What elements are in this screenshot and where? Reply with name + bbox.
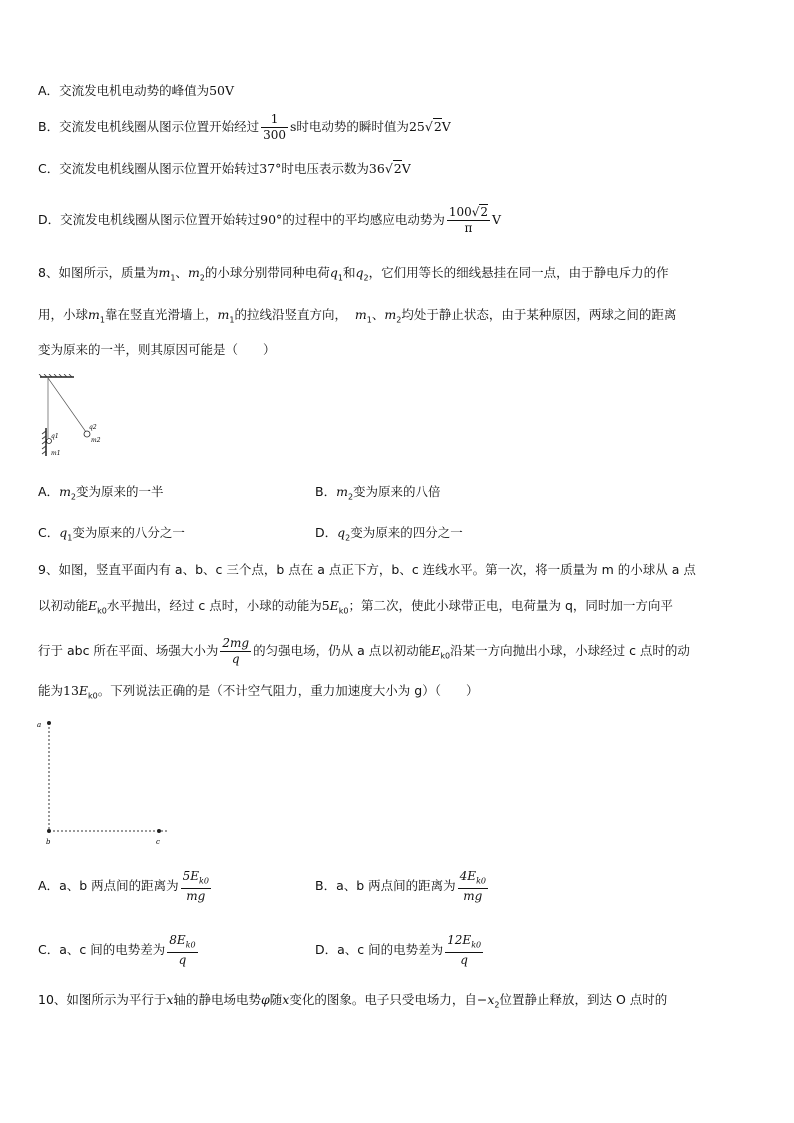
q7-option-a: A．交流发电机电动势的峰值为50V xyxy=(38,83,235,98)
label-m1: m1 xyxy=(51,450,61,457)
q7-option-d: D．交流发电机线圈从图示位置开始转过90°的过程中的平均感应电动势为 $\frac{100√2}{\pi}$ V xyxy=(38,205,502,235)
q8-option-d: D．$q_2$变为原来的四分之一 xyxy=(315,525,463,543)
q8-pendulum-figure xyxy=(38,374,113,458)
q9-option-c: C．a、c 间的电势差为 $\frac{8E_{k0}}{q}$ xyxy=(38,933,196,968)
label-q1: q1 xyxy=(51,433,59,440)
q9-line-3: 行于 abc 所在平面、场强大小为 $\frac{2mg}{q}$ 的匀强电场，仍从 a 点以初动能$E_{k0}$沿某一方向抛出小球，小球经过 c 点时的动 xyxy=(38,636,690,666)
label-m2: m2 xyxy=(91,437,101,444)
q9-line-2: 以初动能$E_{k0}$水平抛出，经过 c 点时，小球的动能为$5E_{k0}$；第二次，使此小球带正电，电荷量为 q，同时加一方向平 xyxy=(38,598,673,616)
label-c: c xyxy=(156,838,160,846)
label-a: a xyxy=(37,721,42,729)
q9-points-figure xyxy=(34,714,174,848)
q8-option-a: A．$m_2$变为原来的一半 xyxy=(38,484,164,502)
q8-line-2: 用，小球$m_1$靠在竖直光滑墙上，$m_1$的拉线沿竖直方向， $m_1$、$m_2$均处于静止状态，由于某种原因，两球之间的距离 xyxy=(38,307,677,325)
q10-line-1: 10、如图所示为平行于x轴的静电场电势φ随x变化的图象。电子只受电场力，自$-x_2$位置静止释放，到达 O 点时的 xyxy=(38,992,668,1010)
label-b: b xyxy=(46,838,51,846)
point-c xyxy=(157,829,161,833)
label-q2: q2 xyxy=(89,424,97,431)
q7-option-b: B．交流发电机线圈从图示位置开始经过 $\frac{1}{300}$ s时电动势的瞬时值为25√2V xyxy=(38,112,451,142)
q8-option-b: B．$m_2$变为原来的八倍 xyxy=(315,484,441,502)
q8-line-3: 变为原来的一半，则其原因可能是（ ） xyxy=(38,342,276,357)
q9-option-b: B．a、b 两点间的距离为 $\frac{4E_{k0}}{mg}$ xyxy=(315,869,486,904)
q7-option-c: C．交流发电机线圈从图示位置开始转过37°时电压表示数为36√2V xyxy=(38,161,411,176)
q9-option-d: D．a、c 间的电势差为 $\frac{12E_{k0}}{q}$ xyxy=(315,933,482,968)
point-b xyxy=(47,829,51,833)
q8-option-c: C．$q_1$变为原来的八分之一 xyxy=(38,525,185,543)
q9-option-a: A．a、b 两点间的距离为 $\frac{5E_{k0}}{mg}$ xyxy=(38,869,209,904)
q9-line-1: 9、如图，竖直平面内有 a、b、c 三个点，b 点在 a 点正下方，b、c 连线水平。第一次，将一质量为 m 的小球从 a 点 xyxy=(38,562,696,577)
q9-line-4: 能为$13E_{k0}$。下列说法正确的是（不计空气阻力，重力加速度大小为 g）（ ） xyxy=(38,683,479,701)
q8-line-1: 8、如图所示，质量为$m_1$、$m_2$的小球分别带同种电荷$q_1$和$q_2$，它们用等长的细线悬挂在同一点，由于静电斥力的作 xyxy=(38,265,669,283)
point-a xyxy=(47,721,51,725)
